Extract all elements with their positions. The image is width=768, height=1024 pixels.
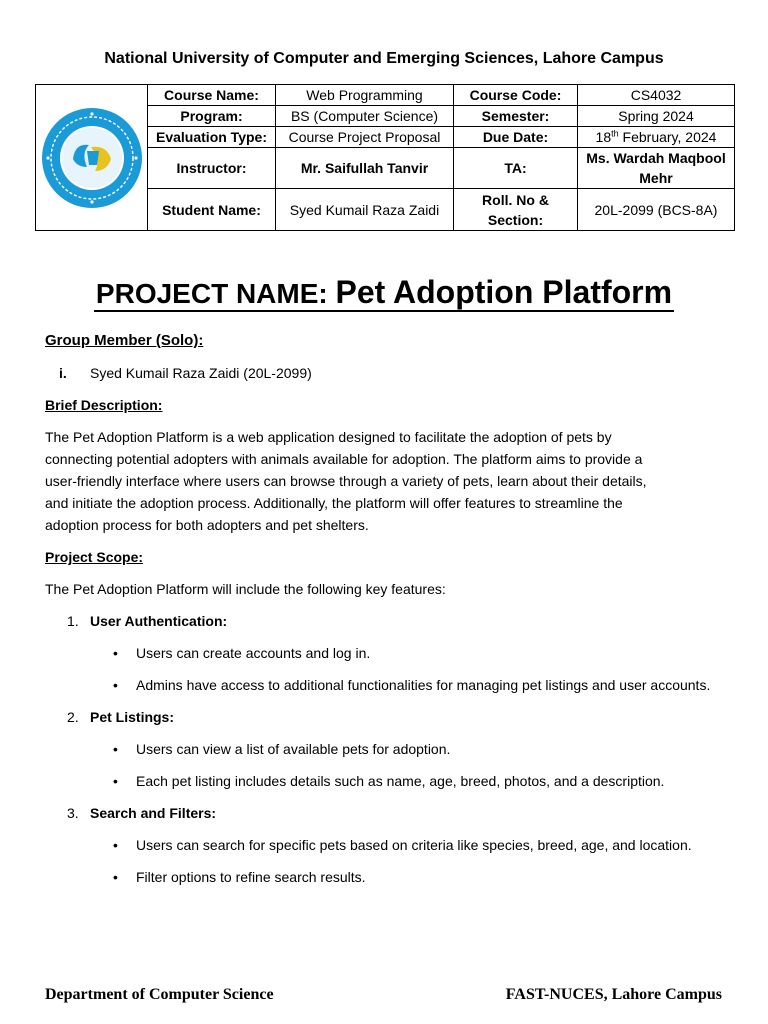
- footer-campus: FAST-NUCES, Lahore Campus: [505, 986, 722, 1003]
- description-line: and initiate the adoption process. Additionally, the platform will offer features to streamline the: [45, 495, 623, 511]
- feature-title: Pet Listings:: [90, 709, 175, 725]
- description-line: connecting potential adopters with animals available for adoption. The platform aims to provide a: [45, 451, 643, 467]
- project-name-label: PROJECT NAME:: [95, 278, 336, 309]
- feature-title: User Authentication:: [90, 613, 228, 629]
- project-name-value: Pet Adoption Platform: [335, 274, 673, 310]
- due-date-value: [578, 127, 735, 148]
- list-item: [45, 738, 725, 760]
- list-item: [45, 834, 725, 856]
- roll-section-label: Roll. No & Section:: [454, 189, 578, 231]
- brief-description-text: [45, 426, 725, 536]
- description-line: adoption process for both adopters and pet shelters.: [45, 517, 369, 533]
- description-line: user-friendly interface where users can browse through a variety of pets, learn about their details,: [45, 473, 647, 489]
- project-title: [0, 274, 768, 311]
- bullet-text: Users can create accounts and log in.: [136, 645, 371, 661]
- feature-number: 2.: [67, 709, 79, 725]
- semester-value: Spring 2024: [578, 106, 735, 127]
- bullet-icon: •: [113, 677, 118, 693]
- bullet-icon: •: [113, 645, 118, 661]
- due-date-label: Due Date:: [454, 127, 578, 148]
- description-line: The Pet Adoption Platform is a web application designed to facilitate the adoption of pets by: [45, 429, 612, 445]
- bullet-text: Users can view a list of available pets for adoption.: [136, 741, 451, 757]
- project-scope-intro: The Pet Adoption Platform will include the following key features:: [45, 581, 446, 597]
- feature-item: [45, 802, 725, 824]
- due-date-suffix: th: [611, 128, 619, 139]
- program-label: Program:: [148, 106, 276, 127]
- bullet-icon: •: [113, 837, 118, 853]
- list-item: [45, 866, 725, 888]
- bullet-text: Filter options to refine search results.: [136, 869, 366, 885]
- feature-item: [45, 610, 725, 632]
- ta-label: TA:: [454, 148, 578, 189]
- list-item: [45, 770, 725, 792]
- footer-department: Department of Computer Science: [45, 986, 274, 1003]
- evaluation-type-value: Course Project Proposal: [276, 127, 454, 148]
- course-info-table: [35, 84, 735, 231]
- bullet-text: Admins have access to additional functionalities for managing pet listings and user accounts.: [136, 677, 711, 693]
- feature-number: 1.: [67, 613, 79, 629]
- evaluation-type-label: Evaluation Type:: [148, 127, 276, 148]
- roll-section-value: 20L-2099 (BCS-8A): [578, 189, 735, 231]
- list-item: [45, 642, 725, 664]
- bullet-text: Each pet listing includes details such as name, age, breed, photos, and a description.: [136, 773, 665, 789]
- project-scope-heading: Project Scope:: [45, 549, 144, 565]
- bullet-icon: •: [113, 741, 118, 757]
- document-body: [45, 330, 725, 888]
- ta-value: Ms. Wardah Maqbool Mehr: [578, 148, 735, 189]
- course-code-value: CS4032: [578, 85, 735, 106]
- course-code-label: Course Code:: [454, 85, 578, 106]
- university-seal-icon: [41, 107, 143, 209]
- program-value: BS (Computer Science): [276, 106, 454, 127]
- student-name-value: Syed Kumail Raza Zaidi: [276, 189, 454, 231]
- student-name-label: Student Name:: [148, 189, 276, 231]
- due-date-rest: February, 2024: [618, 129, 717, 145]
- brief-description-heading: Brief Description:: [45, 397, 163, 413]
- instructor-value: Mr. Saifullah Tanvir: [276, 148, 454, 189]
- list-item: [45, 362, 725, 384]
- member-numeral: i.: [59, 365, 67, 381]
- feature-item: [45, 706, 725, 728]
- list-item: [45, 674, 725, 696]
- due-date-day: 18: [595, 129, 612, 145]
- member-name: Syed Kumail Raza Zaidi (20L-2099): [90, 365, 312, 381]
- course-name-label: Course Name:: [148, 85, 276, 106]
- course-name-value: Web Programming: [276, 85, 454, 106]
- university-title: National University of Computer and Emerging Sciences, Lahore Campus: [104, 50, 664, 67]
- bullet-text: Users can search for specific pets based on criteria like species, breed, age, and location.: [136, 837, 692, 853]
- feature-number: 3.: [67, 805, 79, 821]
- instructor-label: Instructor:: [148, 148, 276, 189]
- semester-label: Semester:: [454, 106, 578, 127]
- group-member-heading: Group Member (Solo):: [45, 332, 204, 349]
- bullet-icon: •: [113, 773, 118, 789]
- logo-cell: [36, 85, 148, 231]
- bullet-icon: •: [113, 869, 118, 885]
- feature-title: Search and Filters:: [90, 805, 217, 821]
